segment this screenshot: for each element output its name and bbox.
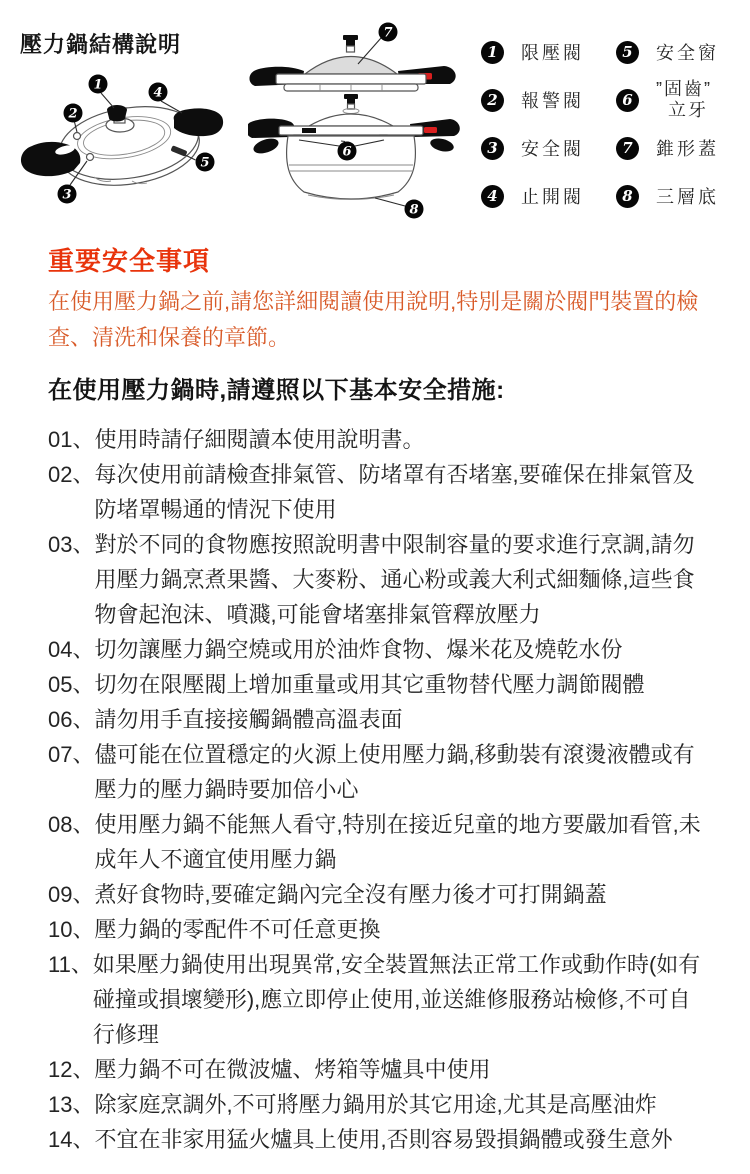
callout-7 xyxy=(358,23,398,65)
svg-text:2: 2 xyxy=(68,106,78,122)
svg-text:7: 7 xyxy=(383,25,393,41)
svg-text:4: 4 xyxy=(153,85,163,101)
legend-item xyxy=(616,28,719,76)
item-number: 14、 xyxy=(48,1127,95,1152)
cooker-diagram xyxy=(248,22,466,224)
legend-item xyxy=(616,172,719,220)
legend-item xyxy=(481,76,584,124)
pot-knob-cap xyxy=(344,94,358,99)
legend-number: 3 xyxy=(481,137,504,160)
lid-knob-stem xyxy=(347,46,355,52)
page-title: 壓力鍋結構說明 xyxy=(20,32,182,57)
callout-8 xyxy=(375,198,424,219)
legend-column-1 xyxy=(481,28,584,220)
item-text: 切勿在限壓閥上增加重量或用其它重物替代壓力調節閥體 xyxy=(94,672,645,697)
list-item xyxy=(48,1052,710,1087)
item-number: 13、 xyxy=(48,1092,95,1117)
list-item xyxy=(48,877,710,912)
safety-body: 在使用壓力鍋之前,請您詳細閱讀使用說明,特別是關於閥門裝置的檢查、清洗和保養的章節。 xyxy=(48,289,699,350)
legend-item xyxy=(481,172,584,220)
item-number: 11、 xyxy=(48,952,93,977)
legend-label: ”固齒” 立牙 xyxy=(656,79,712,120)
legend-number: 8 xyxy=(616,185,639,208)
list-item xyxy=(48,737,710,807)
item-text: 壓力鍋不可在微波爐、烤箱等爐具中使用 xyxy=(94,1057,491,1082)
item-text: 不宜在非家用猛火爐具上使用,否則容易毀損鍋體或發生意外 xyxy=(94,1127,673,1152)
list-item xyxy=(48,912,710,947)
legend-label: 安全閥 xyxy=(521,139,584,159)
legend-number: 7 xyxy=(616,137,639,160)
lid-knob-cap xyxy=(343,35,358,40)
item-text: 使用壓力鍋不能無人看守,特別在接近兒童的地方要嚴加看管,未成年人不適宜使用壓力鍋 xyxy=(94,812,701,872)
lid-knob xyxy=(346,40,355,46)
item-number: 03、 xyxy=(48,532,95,557)
list-item xyxy=(48,702,710,737)
item-number: 08、 xyxy=(48,812,95,837)
pot-knob xyxy=(347,99,355,104)
legend-item xyxy=(616,76,719,124)
legend-label: 安全窗 xyxy=(656,43,719,63)
legend-label: 限壓閥 xyxy=(521,43,584,63)
item-number: 07、 xyxy=(48,742,95,767)
svg-text:3: 3 xyxy=(62,187,72,203)
item-text: 對於不同的食物應按照說明書中限制容量的要求進行烹調,請勿用壓力鍋烹煮果醬、大麥粉、通心粉或義大利式細麵條,這些食物會起泡沫、噴濺,可能會堵塞排氣管釋放壓力 xyxy=(94,532,695,627)
list-item xyxy=(48,1122,710,1157)
list-item xyxy=(48,422,710,457)
lid-latch xyxy=(302,128,316,133)
item-text: 壓力鍋的零配件不可任意更換 xyxy=(94,917,381,942)
safety-valve xyxy=(87,154,94,161)
pot-lid-plate xyxy=(279,126,423,135)
list-item xyxy=(48,1087,710,1122)
item-text: 如果壓力鍋使用出現異常,安全裝置無法正常工作或動作時(如有碰撞或損壞變形),應立即停止使用,並送維修服務站檢修,不可自行修理 xyxy=(92,952,701,1047)
list-item xyxy=(48,807,710,877)
legend-number: 4 xyxy=(481,185,504,208)
lid-diagram xyxy=(12,68,247,220)
item-number: 05、 xyxy=(48,672,95,697)
item-number: 06、 xyxy=(48,707,95,732)
svg-text:8: 8 xyxy=(409,202,419,218)
pot-left-grip xyxy=(252,136,281,156)
item-text: 請勿用手直接接觸鍋體高溫表面 xyxy=(94,707,403,732)
safety-heading: 重要安全事項 xyxy=(48,246,211,276)
list-item xyxy=(48,667,710,702)
legend-number: 2 xyxy=(481,89,504,112)
legend-item xyxy=(481,28,584,76)
item-number: 12、 xyxy=(48,1057,95,1082)
item-number: 04、 xyxy=(48,637,95,662)
item-text: 每次使用前請檢查排氣管、防堵罩有否堵塞,要確保在排氣管及防堵罩暢通的情況下使用 xyxy=(94,462,695,522)
instructions-list xyxy=(48,422,710,1157)
item-number: 10、 xyxy=(48,917,95,942)
list-item xyxy=(48,947,710,1052)
legend-number: 5 xyxy=(616,41,639,64)
item-text: 切勿讓壓力鍋空燒或用於油炸食物、爆米花及燒乾水份 xyxy=(94,637,623,662)
item-text: 煮好食物時,要確定鍋內完全沒有壓力後才可打開鍋蓋 xyxy=(94,882,607,907)
list-item xyxy=(48,457,710,527)
content xyxy=(48,246,710,1157)
legend-number: 6 xyxy=(616,89,639,112)
legend-label: 錐形蓋 xyxy=(656,139,719,159)
item-number: 02、 xyxy=(48,462,95,487)
lid-knob xyxy=(107,105,127,122)
legend-column-2 xyxy=(616,28,719,220)
instructions-heading: 在使用壓力鍋時,請遵照以下基本安全措施: xyxy=(48,377,505,404)
svg-text:1: 1 xyxy=(93,77,103,93)
legend-label: 止開閥 xyxy=(521,187,584,207)
legend-number: 1 xyxy=(481,41,504,64)
callout-1 xyxy=(89,75,115,109)
lid-plate xyxy=(276,74,426,84)
legend-label: 三層底 xyxy=(656,187,719,207)
item-number: 09、 xyxy=(48,882,95,907)
brand-badge xyxy=(424,127,437,133)
item-text: 儘可能在位置穩定的火源上使用壓力鍋,移動裝有滾燙液體或有壓力的壓力鍋時要加倍小心 xyxy=(94,742,695,802)
svg-text:6: 6 xyxy=(342,144,352,160)
legend-label: 報警閥 xyxy=(521,91,584,111)
legend-item xyxy=(616,124,719,172)
item-text: 除家庭烹調外,不可將壓力鍋用於其它用途,尤其是高壓油炸 xyxy=(94,1092,657,1117)
pot-right-grip xyxy=(429,136,455,153)
list-item xyxy=(48,527,710,632)
list-item xyxy=(48,632,710,667)
legend-item xyxy=(481,124,584,172)
pot-lid-dome xyxy=(309,114,393,126)
svg-text:5: 5 xyxy=(200,155,210,171)
item-text: 使用時請仔細閱讀本使用說明書。 xyxy=(94,427,425,452)
parts-legend xyxy=(481,28,719,220)
cone-lid xyxy=(305,57,397,75)
item-number: 01、 xyxy=(48,427,95,452)
alarm-valve xyxy=(74,133,81,140)
